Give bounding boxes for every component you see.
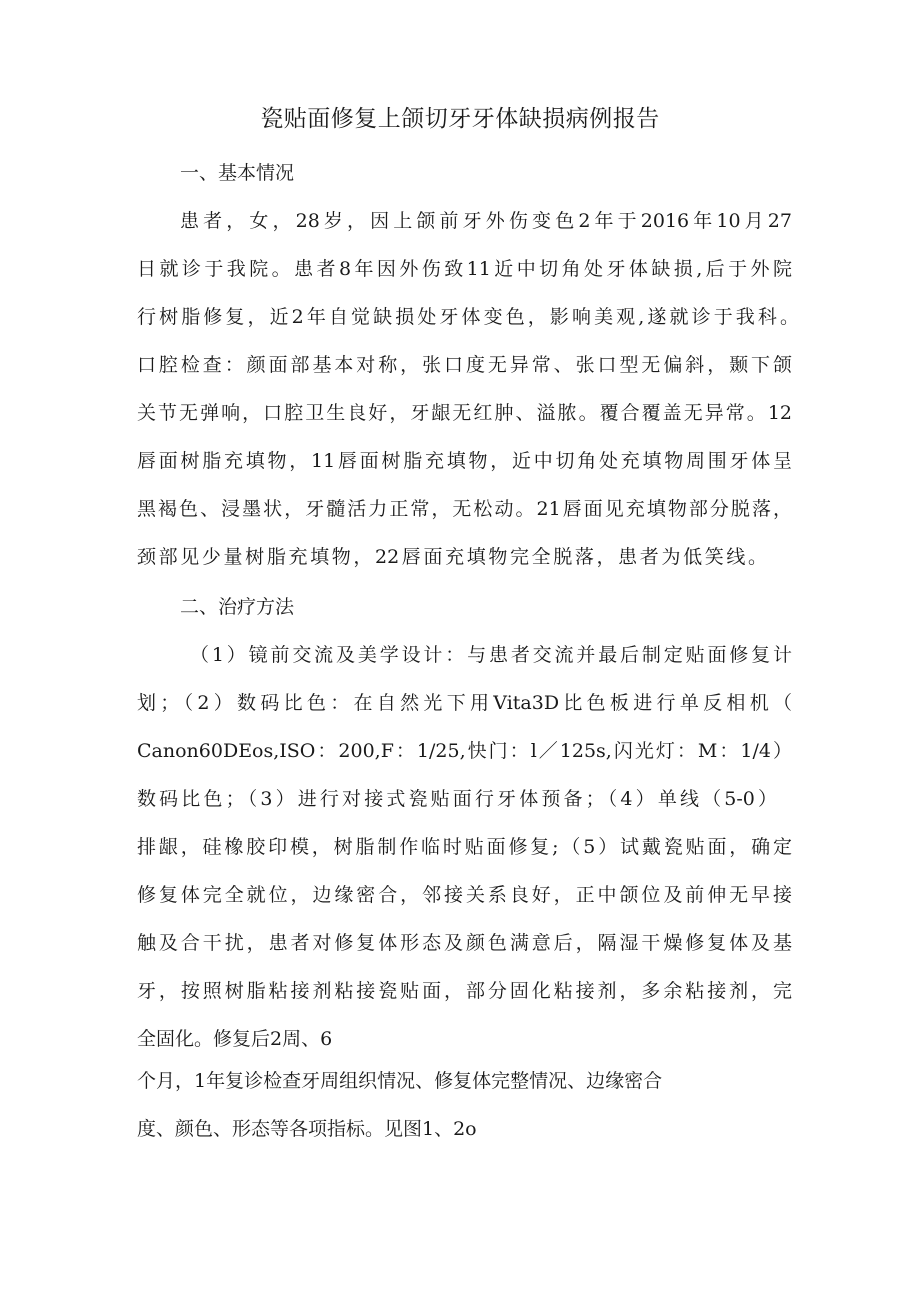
paragraph-line: （1）镜前交流及美学设计：与患者交流并最后制定贴面修复计 [190, 644, 792, 666]
paragraph-line: 唇面树脂充填物，11唇面树脂充填物，近中切角处充填物周围牙体呈 [137, 450, 792, 472]
section-heading-basic-info: 一、基本情况 [180, 162, 295, 184]
paragraph-line: 全固化。修复后2周、6 [137, 1028, 333, 1050]
paragraph-line: 度、颜色、形态等各项指标。见图1、2o [137, 1118, 477, 1140]
paragraph-line: 排龈，硅橡胶印模，树脂制作临时贴面修复;（5）试戴瓷贴面，确定 [137, 836, 792, 858]
paragraph-line: Canon60DEos,ISO：200,F：1/25,快门：l／125s,闪光灯：M：1/4） [137, 740, 792, 762]
document-title: 瓷贴面修复上颌切牙牙体缺损病例报告 [260, 106, 660, 132]
paragraph-line: 口腔检查：颜面部基本对称，张口度无异常、张口型无偏斜，颞下颌 [137, 354, 792, 376]
paragraph-line: 行树脂修复，近2年自觉缺损处牙体变色，影响美观,遂就诊于我科。 [137, 306, 799, 328]
paragraph-line: 牙，按照树脂粘接剂粘接瓷贴面，部分固化粘接剂，多余粘接剂，完 [137, 980, 792, 1002]
paragraph-line: 划；（2）数码比色：在自然光下用Vita3D比色板进行单反相机（ [137, 692, 792, 714]
paragraph-line: 修复体完全就位，边缘密合，邻接关系良好，正中颌位及前伸无早接 [137, 884, 792, 906]
paragraph-line: 黑褐色、浸墨状，牙髓活力正常，无松动。21唇面见充填物部分脱落， [137, 498, 792, 520]
paragraph-line: 个月，1年复诊检查牙周组织情况、修复体完整情况、边缘密合 [137, 1070, 663, 1092]
paragraph-line: 数码比色；（3）进行对接式瓷贴面行牙体预备；（4）单线（5-0） [137, 788, 777, 810]
paragraph-line: 颈部见少量树脂充填物，22唇面充填物完全脱落，患者为低笑线。 [137, 546, 767, 568]
paragraph-line: 患者，女，28岁，因上颌前牙外伤变色2年于2016年10月27 [180, 210, 792, 232]
paragraph-line: 触及合干扰，患者对修复体形态及颜色满意后，隔湿干燥修复体及基 [137, 932, 792, 954]
paragraph-line: 关节无弹响，口腔卫生良好，牙龈无红肿、溢脓。覆合覆盖无异常。12 [137, 402, 792, 424]
section-heading-treatment: 二、治疗方法 [180, 596, 295, 618]
paragraph-line: 日就诊于我院。患者8年因外伤致11近中切角处牙体缺损,后于外院 [137, 258, 792, 280]
